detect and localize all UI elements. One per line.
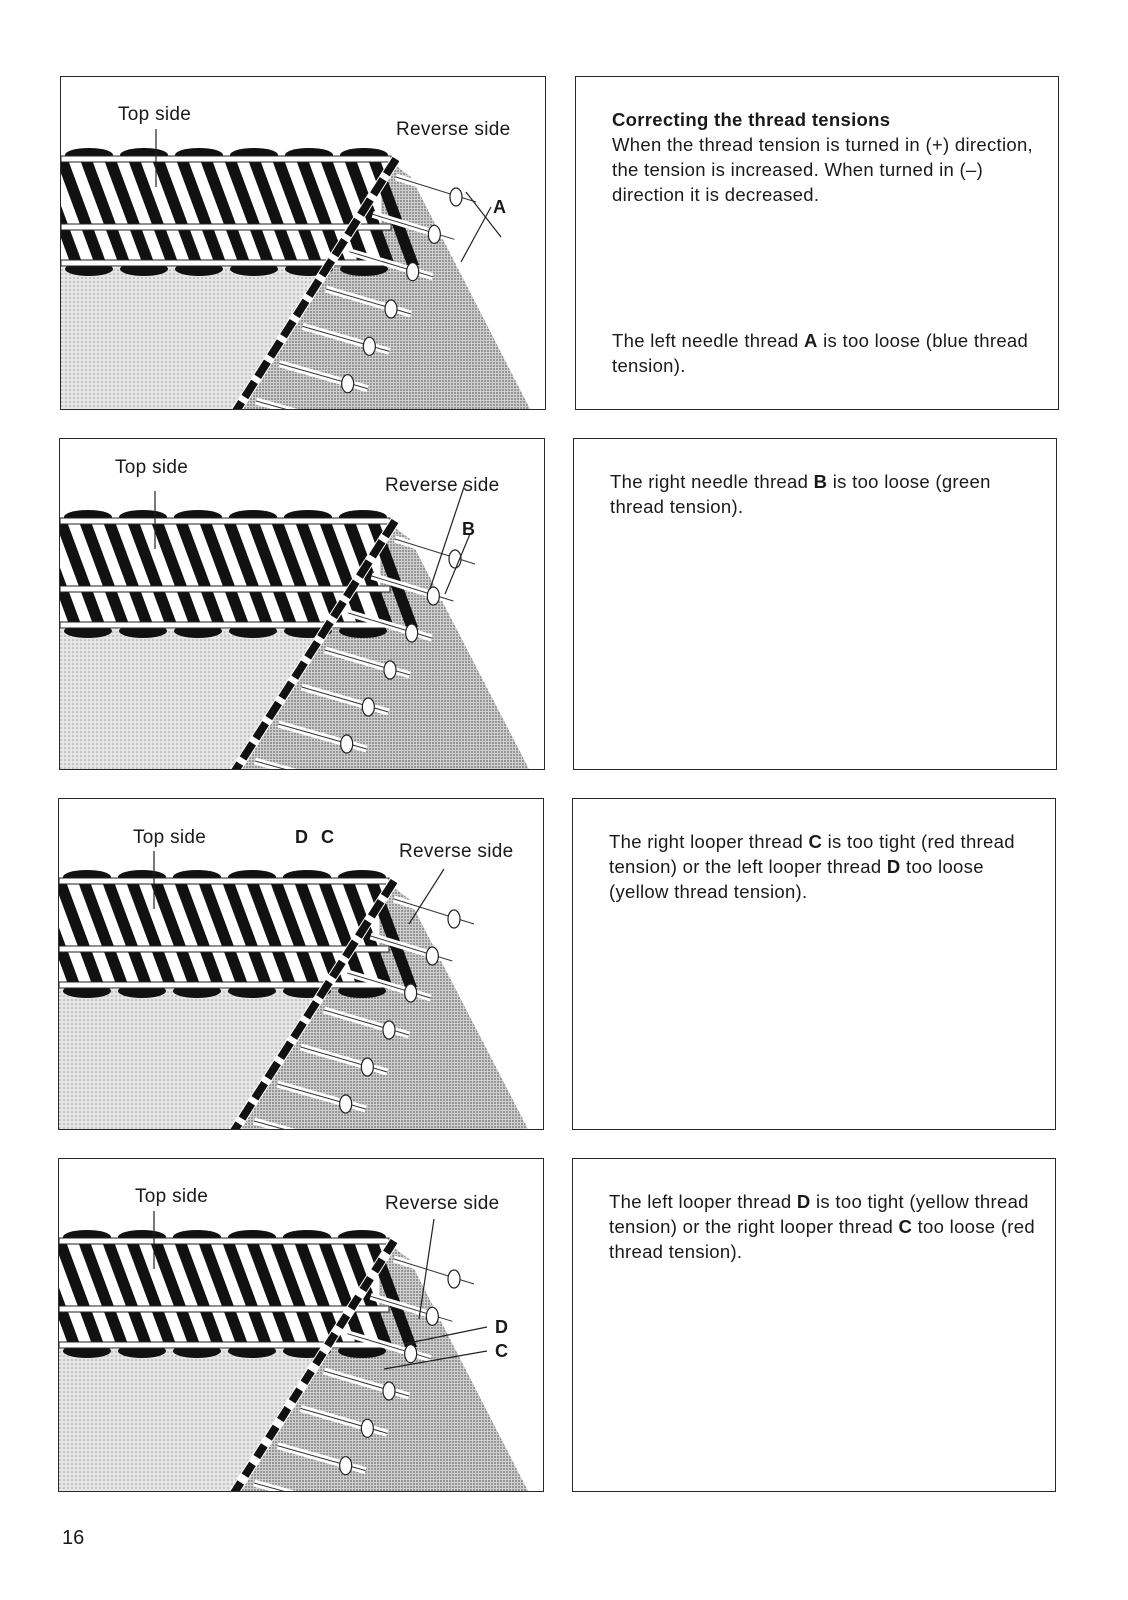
figure-needle-a [60, 76, 546, 410]
tension-intro [612, 107, 1038, 207]
caption-c [609, 829, 1035, 904]
text-box-tensions [575, 76, 1059, 410]
caption-c-mid: is too tight (red thread tension) or the left looper thread [609, 831, 1015, 877]
page-number: 16 [62, 1527, 85, 1549]
letter-c-label: C [495, 1341, 508, 1361]
caption-b-post: is too loose (green thread tension). [610, 471, 991, 517]
text-box-looper-d [572, 1158, 1056, 1492]
top-side-label: Top side [115, 457, 189, 478]
caption-d-pre: The left looper thread [609, 1191, 797, 1212]
figure-looper-c-tight [58, 798, 544, 1130]
caption-d-post: too loose (red thread tension). [609, 1216, 1035, 1262]
caption-c-letter: C [808, 831, 823, 852]
caption-a-post: is too loose (blue thread tension). [612, 330, 1029, 376]
intro-paragraph: When the thread tension is turned in (+) direction, the tension is increased. When turned in (–) direction it is decreased. [612, 134, 1033, 205]
caption-b-pre: The right needle thread [610, 471, 814, 492]
caption-d-letter2: C [898, 1216, 913, 1237]
text-box-needle-b [573, 438, 1057, 770]
top-side-label: Top side [133, 827, 207, 848]
letter-d-label: D [295, 827, 308, 847]
text-box-looper-c [572, 798, 1056, 1130]
caption-d [609, 1189, 1035, 1264]
caption-a [612, 328, 1038, 378]
caption-a-letter: A [804, 330, 818, 351]
caption-c-post: too loose (yellow thread tension). [609, 856, 984, 902]
letter-c-label: C [321, 827, 334, 847]
caption-d-mid: is too tight (yellow thread tension) or the right looper thread [609, 1191, 1029, 1237]
reverse-side-label: Reverse side [399, 841, 514, 862]
caption-b-letter: B [813, 471, 828, 492]
caption-b [610, 469, 1036, 519]
figure-looper-d-tight [58, 1158, 544, 1492]
caption-c-pre: The right looper thread [609, 831, 809, 852]
top-side-label: Top side [135, 1186, 209, 1207]
reverse-side-label: Reverse side [385, 1193, 500, 1214]
caption-a-pre: The left needle thread [612, 330, 805, 351]
reverse-side-label: Reverse side [396, 119, 511, 140]
section-heading: Correcting the thread tensions [612, 109, 891, 130]
reverse-side-label: Reverse side [385, 475, 500, 496]
top-side-label: Top side [118, 104, 192, 125]
letter-b-label: B [462, 519, 475, 539]
caption-d-letter: D [796, 1191, 811, 1212]
letter-a-label: A [493, 197, 506, 217]
letter-d-label: D [495, 1317, 508, 1337]
caption-c-letter2: D [886, 856, 901, 877]
figure-needle-b [59, 438, 545, 770]
